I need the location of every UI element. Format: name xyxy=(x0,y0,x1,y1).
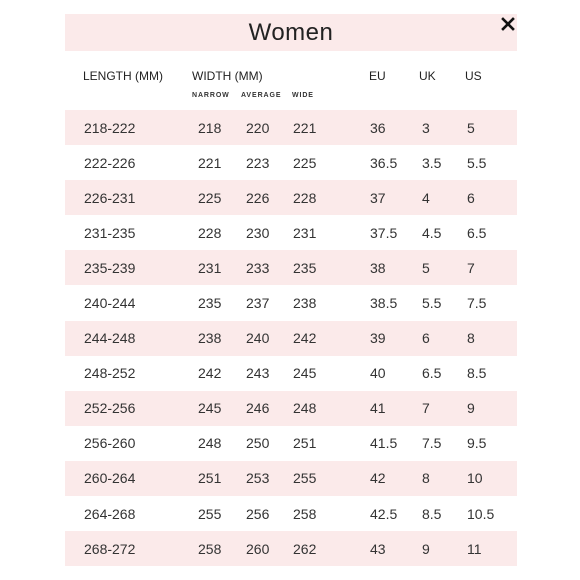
cell-uk: 8 xyxy=(422,470,430,487)
cell-wide: 235 xyxy=(293,259,317,276)
cell-us: 5 xyxy=(467,119,475,136)
cell-uk: 3 xyxy=(422,119,430,136)
cell-length: 240-244 xyxy=(84,295,136,312)
cell-average: 226 xyxy=(246,189,270,206)
cell-length: 268-272 xyxy=(84,540,136,557)
cell-average: 246 xyxy=(246,400,270,417)
cell-us: 5.5 xyxy=(467,154,487,171)
cell-us: 7 xyxy=(467,259,475,276)
cell-wide: 245 xyxy=(293,365,317,382)
cell-average: 237 xyxy=(246,295,270,312)
cell-narrow: 218 xyxy=(198,119,222,136)
cell-eu: 41 xyxy=(370,400,386,417)
cell-uk: 6 xyxy=(422,330,430,347)
cell-us: 10.5 xyxy=(467,505,495,522)
cell-wide: 225 xyxy=(293,154,317,171)
cell-us: 6 xyxy=(467,189,475,206)
cell-eu: 37 xyxy=(370,189,386,206)
cell-uk: 9 xyxy=(422,540,430,557)
cell-narrow: 245 xyxy=(198,400,222,417)
cell-us: 9.5 xyxy=(467,435,487,452)
cell-wide: 242 xyxy=(293,330,317,347)
table-row xyxy=(65,250,517,285)
cell-eu: 43 xyxy=(370,540,386,557)
cell-average: 256 xyxy=(246,505,270,522)
cell-us: 7.5 xyxy=(467,295,487,312)
cell-narrow: 225 xyxy=(198,189,222,206)
table-row xyxy=(65,391,517,426)
cell-average: 223 xyxy=(246,154,270,171)
cell-wide: 251 xyxy=(293,435,317,452)
table-row xyxy=(65,531,517,566)
cell-length: 226-231 xyxy=(84,189,136,206)
cell-eu: 38.5 xyxy=(370,295,398,312)
cell-wide: 238 xyxy=(293,295,317,312)
cell-uk: 5.5 xyxy=(422,295,442,312)
cell-narrow: 221 xyxy=(198,154,222,171)
cell-wide: 255 xyxy=(293,470,317,487)
cell-us: 11 xyxy=(467,540,482,557)
cell-average: 220 xyxy=(246,119,270,136)
cell-narrow: 231 xyxy=(198,259,222,276)
cell-wide: 221 xyxy=(293,119,317,136)
table-row xyxy=(65,145,517,180)
cell-length: 256-260 xyxy=(84,435,136,452)
table-row xyxy=(65,285,517,320)
header-us: US xyxy=(465,69,482,83)
cell-wide: 248 xyxy=(293,400,317,417)
cell-narrow: 235 xyxy=(198,295,222,312)
cell-eu: 40 xyxy=(370,365,386,382)
table-row xyxy=(65,496,517,531)
cell-length: 235-239 xyxy=(84,259,136,276)
cell-uk: 5 xyxy=(422,259,430,276)
cell-narrow: 258 xyxy=(198,540,222,557)
cell-uk: 6.5 xyxy=(422,365,442,382)
cell-wide: 231 xyxy=(293,224,317,241)
cell-eu: 41.5 xyxy=(370,435,398,452)
cell-eu: 36.5 xyxy=(370,154,398,171)
cell-average: 233 xyxy=(246,259,270,276)
cell-us: 6.5 xyxy=(467,224,487,241)
cell-average: 243 xyxy=(246,365,270,382)
cell-narrow: 242 xyxy=(198,365,222,382)
cell-wide: 228 xyxy=(293,189,317,206)
cell-eu: 39 xyxy=(370,330,386,347)
close-icon xyxy=(501,17,515,31)
size-table xyxy=(65,110,517,566)
cell-uk: 3.5 xyxy=(422,154,442,171)
header-width: WIDTH (MM) xyxy=(192,69,263,83)
cell-average: 260 xyxy=(246,540,270,557)
cell-length: 264-268 xyxy=(84,505,136,522)
cell-narrow: 248 xyxy=(198,435,222,452)
table-row xyxy=(65,461,517,496)
cell-length: 218-222 xyxy=(84,119,136,136)
title-bar xyxy=(65,14,517,51)
table-row xyxy=(65,356,517,391)
cell-us: 8.5 xyxy=(467,365,487,382)
cell-eu: 36 xyxy=(370,119,386,136)
cell-average: 240 xyxy=(246,330,270,347)
cell-us: 10 xyxy=(467,470,483,487)
cell-narrow: 228 xyxy=(198,224,222,241)
cell-eu: 42 xyxy=(370,470,386,487)
cell-length: 260-264 xyxy=(84,470,136,487)
cell-eu: 37.5 xyxy=(370,224,398,241)
cell-length: 248-252 xyxy=(84,365,136,382)
cell-eu: 42.5 xyxy=(370,505,398,522)
header-length: LENGTH (MM) xyxy=(83,69,163,83)
cell-eu: 38 xyxy=(370,259,386,276)
cell-wide: 258 xyxy=(293,505,317,522)
cell-uk: 7 xyxy=(422,400,430,417)
cell-average: 253 xyxy=(246,470,270,487)
close-button[interactable] xyxy=(497,12,519,36)
cell-uk: 4.5 xyxy=(422,224,442,241)
header-uk: UK xyxy=(419,69,436,83)
cell-us: 9 xyxy=(467,400,475,417)
cell-length: 244-248 xyxy=(84,330,136,347)
cell-narrow: 255 xyxy=(198,505,222,522)
table-row xyxy=(65,180,517,215)
page-title: Women xyxy=(248,18,334,46)
subheader-average: AVERAGE xyxy=(241,92,282,99)
table-row xyxy=(65,426,517,461)
cell-length: 222-226 xyxy=(84,154,136,171)
cell-uk: 8.5 xyxy=(422,505,442,522)
table-row xyxy=(65,321,517,356)
cell-wide: 262 xyxy=(293,540,317,557)
table-row xyxy=(65,215,517,250)
cell-uk: 4 xyxy=(422,189,430,206)
subheader-narrow: NARROW xyxy=(192,92,230,99)
cell-length: 231-235 xyxy=(84,224,136,241)
header-eu: EU xyxy=(369,69,386,83)
subheader-wide: WIDE xyxy=(292,92,314,99)
cell-average: 230 xyxy=(246,224,270,241)
table-row xyxy=(65,110,517,145)
cell-uk: 7.5 xyxy=(422,435,442,452)
cell-narrow: 238 xyxy=(198,330,222,347)
cell-us: 8 xyxy=(467,330,475,347)
cell-average: 250 xyxy=(246,435,270,452)
cell-narrow: 251 xyxy=(198,470,222,487)
cell-length: 252-256 xyxy=(84,400,136,417)
